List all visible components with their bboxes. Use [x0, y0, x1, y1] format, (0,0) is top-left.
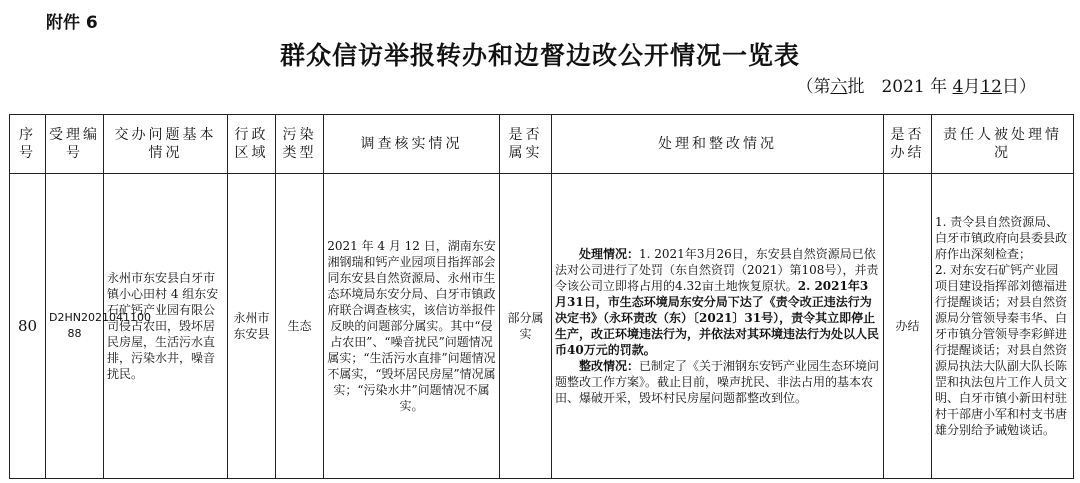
batch-day: 12: [980, 77, 1002, 97]
cell-problem: 永州市东安县白牙市镇小心田村 4 组东安石矿钙产业园有限公司侵占农田，毁坏居民房屋，生活污水直排，污染水井，噪音扰民。: [104, 174, 228, 479]
rectify-label: 整改情况：: [579, 359, 640, 373]
batch-day-suffix: 日）: [1002, 77, 1036, 97]
batch-open: （第: [796, 77, 831, 97]
col-header-pollution-type: 污染类型: [276, 115, 324, 174]
col-header-handling: 处理和整改情况: [552, 115, 884, 174]
responsible-item-1: 1. 责令县自然资源局、白牙市镇政府向县委县政府作出深刻检查；: [935, 215, 1068, 261]
cell-handling: [552, 174, 884, 479]
col-header-completed: 是否办结: [884, 115, 932, 174]
cell-code: D2HN2021041100 88: [46, 174, 104, 479]
cell-verified: 部分属实: [500, 174, 552, 479]
cell-responsible: [932, 174, 1074, 479]
batch-year: 批 2021 年: [847, 77, 948, 97]
responsible-item-2: 2. 对东安石矿钙产业园项目建设指挥部刘德福进行提醒谈话；对县自然资源局分管领导秦韦华、白牙市镇分管领导李彩鲜进行提醒谈话；对县自然资源局执法大队副大队长陈罡和执法包片工作人员文明、白牙市镇小新田村驻村干部唐小军和村支书唐雄分别给予诫勉谈话。: [935, 263, 1068, 437]
complaint-table: [9, 114, 1074, 479]
batch-number: 六: [830, 77, 848, 97]
col-header-seq: 序号: [10, 115, 46, 174]
cell-seq: 80: [10, 174, 46, 479]
col-header-region: 行政区域: [228, 115, 276, 174]
page-title: 群众信访举报转办和边督边改公开情况一览表: [279, 41, 800, 70]
handling-label: 处理情况：: [579, 247, 640, 261]
handling-item-2: 2. 2021年3月31日，市生态环境局东安分局下达了《责令改正违法行为决定书》（永环责改（东）〔2021〕31号），责令其立即停止生产，改正环境违法行为，并依法对其环境违法行为处以人民币40万元的罚款。: [555, 279, 880, 357]
col-header-responsible: 责任人被处理情况: [932, 115, 1074, 174]
handling-item-1: 1. 2021年3月26日，东安县自然资源局已依法对公司进行了处罚（东自然资罚（2021）第108号），并责令该公司立即将占用的4.32亩土地恢复原状。: [555, 247, 879, 293]
rectify-text: 已制定了《关于湘钢东安钙产业园生态环境问题整改工作方案》。截止目前，噪声扰民、非法占用的基本农田、爆破开采，毁坏村民房屋问题都整改到位。: [555, 359, 880, 405]
col-header-code: 受理编号: [46, 115, 104, 174]
attachment-label: 附件 6: [46, 13, 98, 33]
handling-paragraph: [555, 246, 880, 358]
cell-pollution-type: 生态: [276, 174, 324, 479]
table-row: [10, 174, 1074, 479]
col-header-verified: 是否属实: [500, 115, 552, 174]
header-row: [10, 115, 1074, 174]
cell-investigation: 2021 年 4 月 12 日，湖南东安湘钢瑞和钙产业园项目指挥部会同东安县自然资源局、永州市生态环境局东安分局、白牙市镇政府联合调查核实，该信访举报件反映的问题部分属实。其中“侵占农田”、“噪音扰民”问题情况属实；“生活污水直排”问题情况不属实，“毁坏居民房屋”情况属实；“污染水井”问题情况不属实。: [324, 174, 500, 479]
col-header-problem: 交办问题基本情况: [104, 115, 228, 174]
rectify-paragraph: [555, 358, 880, 406]
batch-month-suffix: 月: [963, 77, 981, 97]
cell-completed: 办结: [884, 174, 932, 479]
batch-date-line: [796, 72, 1036, 97]
batch-month: 4: [952, 77, 964, 97]
cell-region: 永州市东安县: [228, 174, 276, 479]
col-header-investigation: 调查核实情况: [324, 115, 500, 174]
